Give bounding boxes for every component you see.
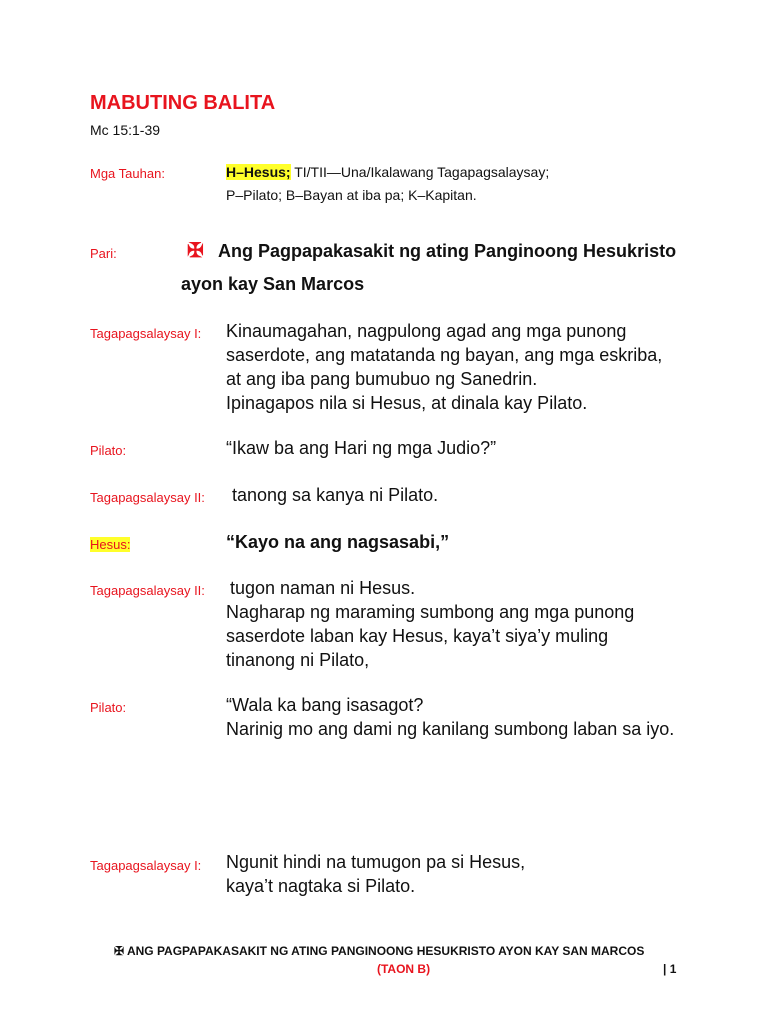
speaker-label: Pilato: [90, 700, 127, 715]
dialogue-line: Ipinagapos nila si Hesus, at dinala kay Pilato. [226, 393, 588, 413]
dialogue-line: at ang iba pang bumubuo ng Sanedrin. [226, 369, 538, 389]
pari-line-2: ayon kay San Marcos [181, 274, 365, 294]
page-title: MABUTING BALITA [90, 92, 276, 114]
dialogue-line: tinanong ni Pilato, [226, 650, 370, 670]
cast-line-2: P–Pilato; B–Bayan at iba pa; K–Kapitan. [226, 187, 477, 203]
cross-icon: ✠ [187, 240, 204, 262]
dialogue-line: Narinig mo ang dami ng kanilang sumbong laban sa iyo. [226, 719, 675, 739]
cast-highlight: H–Hesus; [226, 164, 291, 180]
dialogue-line: Kinaumagahan, nagpulong agad ang mga punong [226, 321, 627, 341]
dialogue-line: tanong sa kanya ni Pilato. [232, 485, 439, 505]
dialogue-line: “Wala ka bang isasagot? [226, 695, 424, 715]
speaker-pari: Pari: [90, 246, 117, 261]
dialogue-line: “Ikaw ba ang Hari ng mga Judio?” [226, 438, 497, 458]
dialogue-line: kaya’t nagtaka si Pilato. [226, 876, 416, 896]
footer-title: ✠ ANG PAGPAPAKASAKIT NG ATING PANGINOONG HESUKRISTO AYON KAY SAN MARCOS [114, 944, 645, 958]
page-number: | 1 [663, 962, 677, 976]
cast-line-1-rest: TI/TII—Una/Ikalawang Tagapagsalaysay; [290, 164, 550, 180]
speaker-label: Tagapagsalaysay I: [90, 326, 202, 341]
speaker-label: Tagapagsalaysay II: [90, 490, 205, 505]
speaker-label: Tagapagsalaysay I: [90, 858, 202, 873]
speaker-label: Hesus: [90, 537, 131, 552]
dialogue-line: Nagharap ng maraming sumbong ang mga punong [226, 602, 635, 622]
dialogue-line: tugon naman ni Hesus. [230, 578, 416, 598]
footer-year: (TAON B) [377, 962, 431, 976]
scripture-reference: Mc 15:1-39 [90, 122, 161, 138]
cast-label: Mga Tauhan: [90, 166, 165, 181]
pari-line-1: Ang Pagpapakasakit ng ating Panginoong Hesukristo [218, 241, 677, 261]
dialogue-line: saserdote laban kay Hesus, kaya’t siya’y muling [226, 626, 609, 646]
dialogue-line: Ngunit hindi na tumugon pa si Hesus, [226, 852, 526, 872]
dialogue-line: “Kayo na ang nagsasabi,” [226, 532, 450, 552]
dialogue-line: saserdote, ang matatanda ng bayan, ang mga eskriba, [226, 345, 663, 365]
speaker-label: Tagapagsalaysay II: [90, 583, 205, 598]
speaker-label: Pilato: [90, 443, 127, 458]
cast-line-1 [226, 164, 549, 180]
